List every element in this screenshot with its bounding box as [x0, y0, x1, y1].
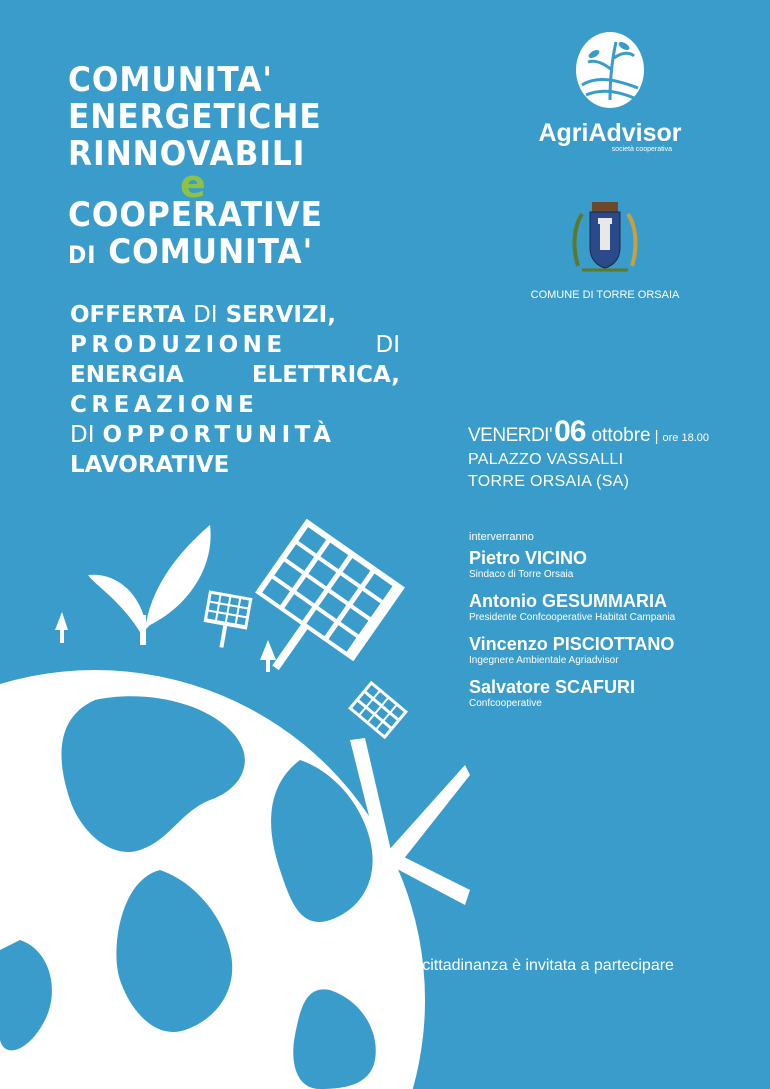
- subtitle-text: OPPORTUNITÀ: [102, 422, 336, 448]
- subtitle-row-1: [70, 300, 400, 330]
- speaker-item: [469, 677, 769, 710]
- speaker-name: Salvatore SCAFURI: [469, 677, 636, 697]
- event-separator: |: [654, 428, 659, 445]
- subtitle: [70, 300, 400, 480]
- subtitle-row-5: [70, 420, 400, 450]
- speaker-name: Antonio GESUMMARIA: [469, 591, 667, 611]
- comune-name: COMUNE DI TORRE ORSAIA: [530, 289, 680, 301]
- leaf-hand-icon: [572, 30, 648, 110]
- event-time: ore 18.00: [662, 432, 710, 444]
- event-venue-2: TORRE ORSAIA (SA): [468, 473, 630, 490]
- event-month: ottobre: [591, 425, 651, 446]
- comune-block: [520, 196, 690, 301]
- subtitle-text: PRODUZIONE: [70, 332, 287, 358]
- title-line-5: [68, 234, 323, 274]
- speaker-role: Sindaco di Torre Orsaia: [469, 569, 574, 580]
- speaker-item: [469, 634, 769, 667]
- speaker-role: Presidente Confcooperative Habitat Campania: [469, 612, 676, 623]
- title-line-2: ENERGETICHE: [68, 97, 322, 137]
- subtitle-row-6: LAVORATIVE: [70, 452, 230, 478]
- event-day-name: VENERDI': [468, 425, 553, 446]
- speaker-role: Ingegnere Ambientale Agriadvisor: [469, 655, 619, 666]
- title-line-5-prefix: DI: [68, 241, 97, 269]
- subtitle-text: OFFERTA: [70, 302, 186, 328]
- subtitle-text: DI: [70, 422, 95, 448]
- speakers-list: [469, 531, 769, 720]
- speaker-role: Confcooperative: [469, 698, 542, 709]
- agriadvisor-logo: [530, 30, 690, 153]
- subtitle-text: DI: [193, 302, 218, 328]
- speakers-intro: interverranno: [469, 531, 534, 543]
- subtitle-text: ENERGIA: [70, 362, 184, 388]
- logo-tagline: società cooperativa: [611, 146, 672, 153]
- subtitle-row-3: [70, 360, 400, 390]
- speaker-name: Vincenzo PISCIOTTANO: [469, 634, 675, 654]
- title-line-5-main: COMUNITA': [108, 232, 314, 272]
- subtitle-row-4: CREAZIONE: [70, 392, 259, 418]
- subtitle-text: ELETTRICA,: [251, 362, 400, 388]
- speaker-item: [469, 591, 769, 624]
- speaker-name: Pietro VICINO: [469, 548, 588, 568]
- title-line-1: COMUNITA': [68, 60, 273, 100]
- title-connector: e: [180, 162, 206, 206]
- sprout-icon: [88, 525, 211, 645]
- coat-of-arms-icon: [570, 196, 640, 278]
- event-info: [468, 415, 768, 493]
- logo-name: AgriAdvisor: [538, 119, 682, 147]
- event-date: [468, 415, 768, 449]
- invitation-text: La cittadinanza è invitata a partecipare: [400, 957, 674, 974]
- title-line-4: COOPERATIVE: [68, 195, 323, 235]
- title-line-3: RINNOVABILI: [68, 134, 306, 174]
- subtitle-text: SERVIZI,: [225, 302, 336, 328]
- speaker-item: [469, 548, 769, 581]
- event-venue-1: PALAZZO VASSALLI: [468, 451, 624, 468]
- subtitle-text: DI: [375, 332, 400, 358]
- main-title: [68, 62, 345, 274]
- event-day-number: 06: [554, 415, 586, 448]
- subtitle-row-2: [70, 330, 400, 360]
